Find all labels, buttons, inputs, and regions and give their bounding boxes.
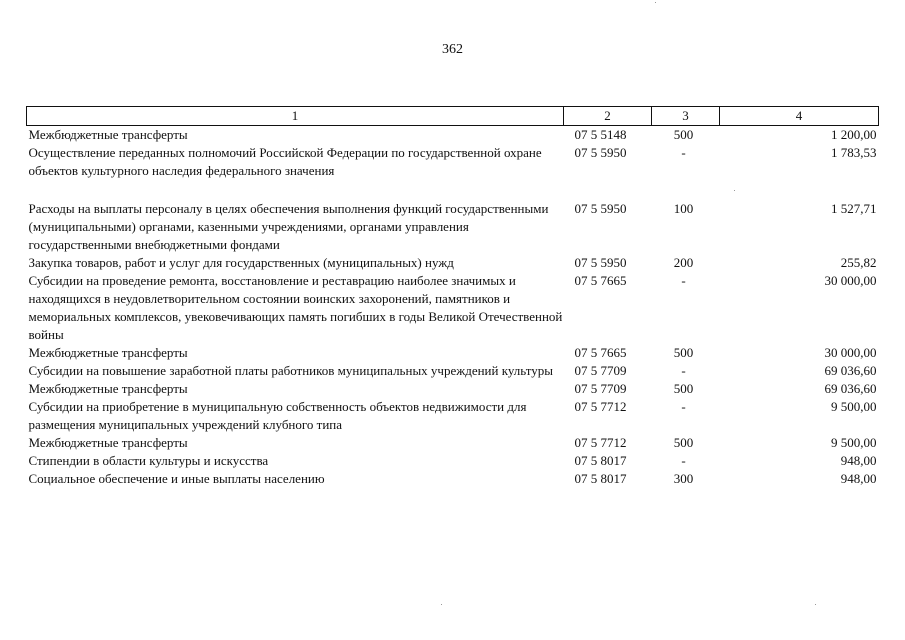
- table-body: [27, 126, 879, 489]
- expense-name: Межбюджетные трансферты: [28, 127, 188, 142]
- table-row: [27, 380, 879, 398]
- target-code: 07 5 8017: [574, 471, 627, 486]
- expense-type: 200: [673, 255, 694, 270]
- amount: 30 000,00: [824, 273, 877, 288]
- expense-type: 500: [673, 435, 694, 450]
- header-cell-1: 1: [27, 107, 564, 126]
- header-cell-2: 2: [564, 107, 652, 126]
- target-code: 07 5 7712: [574, 399, 627, 414]
- expense-type: -: [681, 273, 686, 288]
- target-code: 07 5 7665: [574, 345, 627, 360]
- spacer-cell: [27, 180, 879, 200]
- expense-type: 500: [673, 381, 694, 396]
- table-row: [27, 272, 879, 344]
- expense-name: Осуществление переданных полномочий Российской Федерации по государственной охране объектов культурного наследия федерального значения: [28, 145, 542, 178]
- expense-name: Стипендии в области культуры и искусства: [28, 453, 269, 468]
- expense-type: -: [681, 145, 686, 160]
- scan-speck: [655, 2, 656, 3]
- expense-name: Социальное обеспечение и иные выплаты населению: [28, 471, 325, 486]
- expense-type: 500: [673, 127, 694, 142]
- table-row: [27, 452, 879, 470]
- budget-table: [26, 106, 879, 488]
- target-code: 07 5 5950: [574, 201, 627, 216]
- amount: 948,00: [840, 471, 877, 486]
- expense-type: 300: [673, 471, 694, 486]
- table-row: [27, 362, 879, 380]
- table-row: [27, 398, 879, 434]
- target-code: 07 5 7709: [574, 363, 627, 378]
- target-code: 07 5 5950: [574, 145, 627, 160]
- scan-speck: [441, 604, 442, 605]
- amount: 30 000,00: [824, 345, 877, 360]
- target-code: 07 5 7665: [574, 273, 627, 288]
- expense-type: 500: [673, 345, 694, 360]
- expense-name: Закупка товаров, работ и услуг для государственных (муниципальных) нужд: [28, 255, 454, 270]
- amount: 9 500,00: [831, 435, 877, 450]
- table-row: [27, 144, 879, 180]
- expense-name: Субсидии на приобретение в муниципальную собственность объектов недвижимости для размещения муниципальных учреждений клубного типа: [28, 399, 527, 432]
- target-code: 07 5 5148: [574, 127, 627, 142]
- target-code: 07 5 8017: [574, 453, 627, 468]
- amount: 69 036,60: [824, 381, 877, 396]
- target-code: 07 5 5950: [574, 255, 627, 270]
- amount: 69 036,60: [824, 363, 877, 378]
- expense-name: Межбюджетные трансферты: [28, 381, 188, 396]
- scan-speck: [734, 190, 735, 191]
- spacer-row: [27, 180, 879, 200]
- header-cell-3: 3: [652, 107, 720, 126]
- scan-speck: [815, 604, 816, 605]
- expense-name: Расходы на выплаты персоналу в целях обеспечения выполнения функций государственными (муниципальными) органами, казенными учреждениями, органами управления государственными внебюджетными фондами: [28, 201, 549, 252]
- table-row: [27, 344, 879, 362]
- target-code: 07 5 7709: [574, 381, 627, 396]
- table-row: [27, 200, 879, 254]
- table-row: [27, 434, 879, 452]
- expense-name: Межбюджетные трансферты: [28, 435, 188, 450]
- table-row: [27, 126, 879, 145]
- expense-name: Субсидии на повышение заработной платы работников муниципальных учреждений культуры: [28, 363, 553, 378]
- expense-name: Субсидии на проведение ремонта, восстановление и реставрацию наиболее значимых и находящихся в неудовлетворительном состоянии воинских захоронений, памятников и мемориальных комплексов, увековечивающих память погибших в годы Великой Отечественной войны: [28, 273, 563, 342]
- header-row: [27, 107, 879, 126]
- header-cell-4: 4: [720, 107, 879, 126]
- expense-type: 100: [673, 201, 694, 216]
- target-code: 07 5 7712: [574, 435, 627, 450]
- expense-type: -: [681, 363, 686, 378]
- table-row: [27, 254, 879, 272]
- amount: 948,00: [840, 453, 877, 468]
- amount: 1 200,00: [831, 127, 877, 142]
- expense-type: -: [681, 453, 686, 468]
- page-number: 362: [442, 42, 463, 57]
- expense-type: -: [681, 399, 686, 414]
- amount: 1 783,53: [831, 145, 877, 160]
- expense-name: Межбюджетные трансферты: [28, 345, 188, 360]
- table-row: [27, 470, 879, 488]
- amount: 9 500,00: [831, 399, 877, 414]
- amount: 1 527,71: [831, 201, 877, 216]
- table-header: [27, 107, 879, 126]
- amount: 255,82: [840, 255, 877, 270]
